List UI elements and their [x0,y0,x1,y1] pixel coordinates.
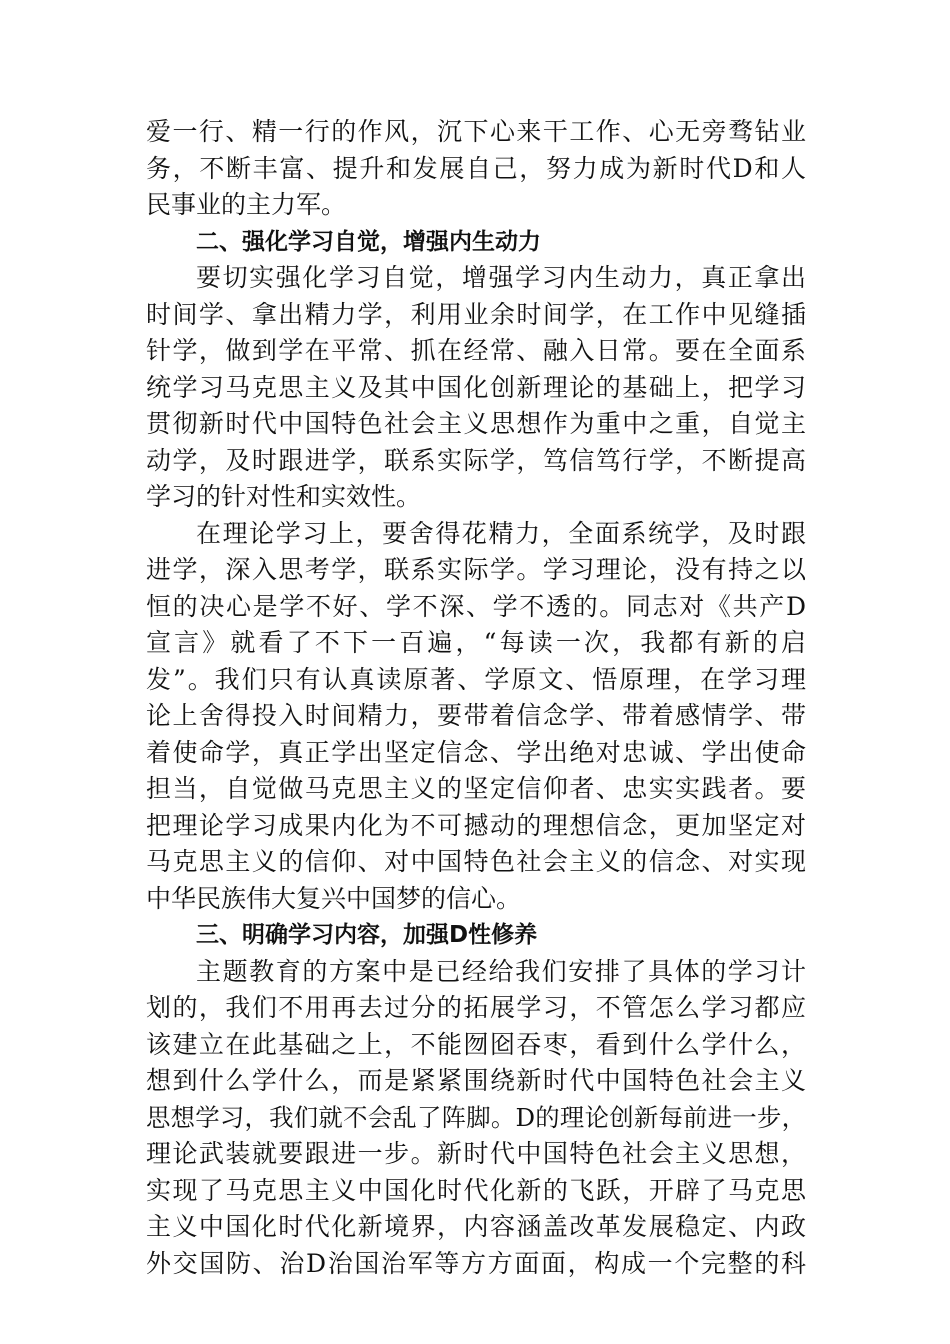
body-text-line: 学习的针对性和实效性。 [146,482,422,511]
document-body [146,114,806,1282]
body-text-line: 进学，深入思考学，联系实际学。学习理论，没有持之以 [146,555,806,584]
body-text-line: 主义中国化时代化新境界，内容涵盖改革发展稳定、内政 [146,1212,806,1241]
body-text-line: 外交国防、治D治国治军等方方面面，构成一个完整的科 [146,1248,806,1278]
body-text-line: 实现了马克思主义中国化时代化新的飞跃，开辟了马克思 [146,1175,806,1205]
body-text-line: 着使命学，真正学出坚定信念、学出绝对忠诚、学出使命 [146,737,806,767]
body-text-line: 担当，自觉做马克思主义的坚定信仰者、忠实实践者。要 [146,774,806,803]
body-text-line: 民事业的主力军。 [146,190,347,219]
body-text-line: 论上舍得投入时间精力，要带着信念学、带着感情学、带 [146,701,806,730]
section-heading: 二、强化学习自觉，增强内生动力 [196,228,541,255]
body-text-line: 中华民族伟大复兴中国梦的信心。 [146,883,522,913]
body-text-line: 划的，我们不用再去过分的拓展学习，不管怎么学习都应 [146,993,806,1022]
body-text-line: 把理论学习成果内化为不可撼动的理想信念，更加坚定对 [146,810,806,840]
body-text-line: 贯彻新时代中国特色社会主义思想作为重中之重，自觉主 [146,409,806,438]
paragraph-first-line: 主题教育的方案中是已经给我们安排了具体的学习计 [196,956,806,986]
body-text-line: 针学，做到学在平常、抓在经常、融入日常。要在全面系 [146,336,806,365]
body-text-line: 想到什么学什么，而是紧紧围绕新时代中国特色社会主义 [146,1066,806,1095]
body-text-line: 爱一行、精一行的作风，沉下心来干工作、心无旁骛钻业 [146,117,806,146]
body-text-line: 恒的决心是学不好、学不深、学不透的。同志对《共产D [146,591,806,621]
paragraph-first-line: 在理论学习上，要舍得花精力，全面系统学，及时跟 [196,518,806,548]
body-text-line: 务，不断丰富、提升和发展自己，努力成为新时代D和人 [146,153,806,183]
body-text-line: 理论武装就要跟进一步。新时代中国特色社会主义思想， [146,1139,806,1168]
section-heading: 三、明确学习内容，加强D性修养 [196,922,538,948]
body-text-line: 动学，及时跟进学，联系实际学，笃信笃行学，不断提高 [146,445,806,475]
body-text-line: 思想学习，我们就不会乱了阵脚。D的理论创新每前进一步， [146,1102,806,1132]
body-text-line: 发”。我们只有认真读原著、学原文、悟原理，在学习理 [146,664,806,694]
body-text-line: 统学习马克思主义及其中国化创新理论的基础上，把学习 [146,372,806,402]
body-text-line: 马克思主义的信仰、对中国特色社会主义的信念、对实现 [146,847,806,876]
body-text-line: 时间学、拿出精力学，利用业余时间学，在工作中见缝插 [146,299,806,329]
body-text-line: 宣言》就看了不下一百遍，“每读一次，我都有新的启 [146,628,806,657]
body-text-line: 该建立在此基础之上，不能囫囵吞枣，看到什么学什么， [146,1029,806,1059]
paragraph-first-line: 要切实强化学习自觉，增强学习内生动力，真正拿出 [196,263,806,292]
